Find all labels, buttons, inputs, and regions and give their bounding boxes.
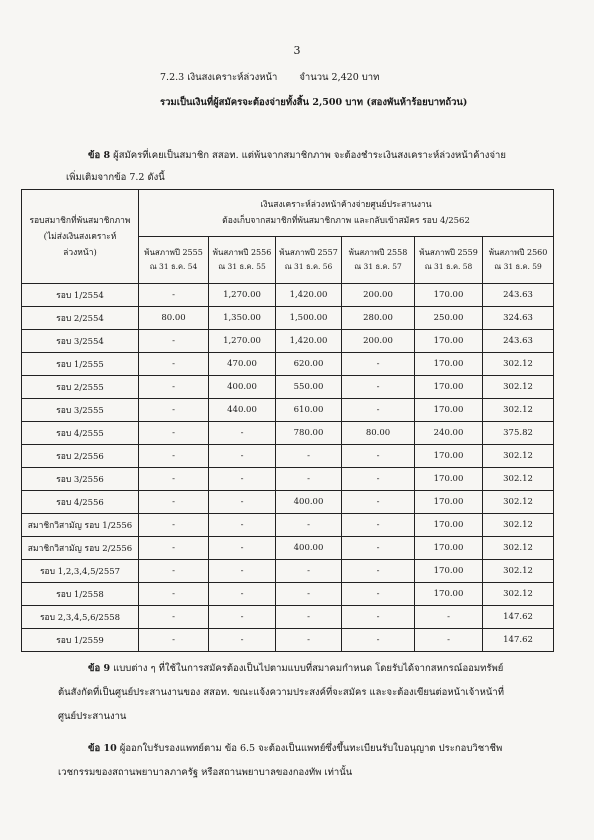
amount-cell: - [139, 629, 209, 652]
amount-cell: - [209, 491, 276, 514]
header-year-2557 [276, 237, 342, 284]
clause-9-line-2: ต้นสังกัดที่เป็นศูนย์ประสานงานของ สสอท. ขณะแจ้งความประสงค์ที่จะสมัคร และจะต้องเขียนต่อหน้าเจ้าหน้าที่ [58, 687, 504, 698]
amount-cell: 400.00 [276, 491, 342, 514]
amount-cell: 280.00 [342, 307, 415, 330]
round-cell: รอบ 3/2556 [22, 468, 139, 491]
table-row [22, 560, 554, 583]
amount-cell: - [276, 629, 342, 652]
amount-cell: - [276, 514, 342, 537]
amount-cell: 620.00 [276, 353, 342, 376]
clause-8-line-2: เพิ่มเติมจากข้อ 7.2 ดังนี้ [66, 172, 165, 183]
table-row [22, 468, 554, 491]
amount-cell: - [342, 399, 415, 422]
amount-cell: - [209, 629, 276, 652]
amount-cell: 302.12 [483, 399, 554, 422]
amount-cell: - [276, 606, 342, 629]
amount-cell: 302.12 [483, 583, 554, 606]
amount-cell: 243.63 [483, 284, 554, 307]
amount-cell: - [276, 560, 342, 583]
amount-cell: 550.00 [276, 376, 342, 399]
amount-cell: 302.12 [483, 353, 554, 376]
header-year-2558 [342, 237, 415, 284]
amount-cell: 302.12 [483, 514, 554, 537]
amount-cell: 302.12 [483, 376, 554, 399]
amount-cell: - [139, 491, 209, 514]
amount-cell: 170.00 [415, 468, 483, 491]
clause-9-text-1: แบบต่าง ๆ ที่ใช้ในการสมัครต้องเป็นไปตามแบบที่สมาคมกำหนด โดยรับได้จากสหกรณ์ออมทรัพย์ [113, 663, 504, 674]
round-cell: รอบ 2/2554 [22, 307, 139, 330]
item-7-2-3-label: 7.2.3 เงินสงเคราะห์ล่วงหน้า [160, 72, 278, 83]
amount-cell: - [139, 399, 209, 422]
amount-cell: 170.00 [415, 560, 483, 583]
amount-cell: 400.00 [209, 376, 276, 399]
round-cell: รอบ 3/2554 [22, 330, 139, 353]
table-row [22, 583, 554, 606]
header-year-title: พ้นสภาพปี 2557 [279, 248, 338, 257]
amount-cell: - [139, 376, 209, 399]
amount-cell: - [139, 560, 209, 583]
amount-cell: - [342, 583, 415, 606]
table-row [22, 514, 554, 537]
clause-10-line-1 [66, 737, 556, 761]
amount-cell: 1,500.00 [276, 307, 342, 330]
table-row [22, 629, 554, 652]
header-year-date: ณ 31 ธ.ค. 55 [218, 262, 266, 271]
amount-cell: 170.00 [415, 537, 483, 560]
amount-cell: 147.62 [483, 606, 554, 629]
clause-8 [66, 145, 551, 189]
table-row [22, 606, 554, 629]
round-cell: รอบ 3/2555 [22, 399, 139, 422]
amount-cell: 302.12 [483, 560, 554, 583]
amount-cell: - [139, 537, 209, 560]
amount-cell: 170.00 [415, 445, 483, 468]
header-year-date: ณ 31 ธ.ค. 57 [354, 262, 402, 271]
clause-9-number: ข้อ 9 [88, 663, 111, 674]
amount-cell: 170.00 [415, 583, 483, 606]
round-cell: รอบ 1/2554 [22, 284, 139, 307]
amount-cell: 1,420.00 [276, 284, 342, 307]
amount-cell: 302.12 [483, 445, 554, 468]
amount-cell: 780.00 [276, 422, 342, 445]
amount-cell: 170.00 [415, 330, 483, 353]
amount-cell: - [342, 353, 415, 376]
amount-cell: - [415, 606, 483, 629]
amount-cell: - [342, 606, 415, 629]
round-cell: สมาชิกวิสามัญ รอบ 2/2556 [22, 537, 139, 560]
amount-cell: - [139, 422, 209, 445]
outstanding-fee-table [21, 189, 554, 652]
table-row [22, 376, 554, 399]
clause-9-line-1 [66, 657, 556, 681]
amount-cell: 302.12 [483, 491, 554, 514]
header-group-line-1: เงินสงเคราะห์ล่วงหน้าค้างจ่ายศูนย์ประสานงาน [260, 200, 432, 210]
amount-cell: - [209, 468, 276, 491]
header-round-line-1: รอบสมาชิกที่พ้นสมาชิกภาพ [29, 215, 131, 226]
amount-cell: - [139, 468, 209, 491]
table-row [22, 537, 554, 560]
amount-cell: 440.00 [209, 399, 276, 422]
amount-cell: - [139, 514, 209, 537]
header-round-line-3: ล่วงหน้า) [63, 247, 97, 258]
amount-cell: 250.00 [415, 307, 483, 330]
amount-cell: - [342, 376, 415, 399]
table-row [22, 422, 554, 445]
table-row [22, 330, 554, 353]
header-year-title: พ้นสภาพปี 2560 [488, 248, 548, 257]
round-cell: รอบ 1/2555 [22, 353, 139, 376]
amount-cell: - [209, 445, 276, 468]
amount-cell: - [139, 583, 209, 606]
clause-10-number: ข้อ 10 [88, 743, 117, 754]
amount-cell: 470.00 [209, 353, 276, 376]
header-year-date: ณ 31 ธ.ค. 56 [284, 262, 333, 271]
clause-10-line-2: เวชกรรมของสถานพยาบาลภาครัฐ หรือสถานพยาบาลของกองทัพ เท่านั้น [58, 767, 353, 778]
header-year-title: พ้นสภาพปี 2556 [212, 248, 272, 257]
amount-cell: - [415, 629, 483, 652]
clause-8-text-1: ผู้สมัครที่เคยเป็นสมาชิก สสอท. แต่พ้นจากสมาชิกภาพ จะต้องชำระเงินสงเคราะห์ล่วงหน้าค้างจ่าย [113, 150, 506, 161]
header-year-date: ณ 31 ธ.ค. 54 [149, 262, 198, 271]
amount-cell: 240.00 [415, 422, 483, 445]
amount-cell: - [139, 353, 209, 376]
amount-cell: 1,270.00 [209, 330, 276, 353]
amount-cell: 170.00 [415, 514, 483, 537]
amount-cell: - [139, 606, 209, 629]
clause-8-line-1 [66, 145, 551, 167]
amount-cell: - [342, 537, 415, 560]
amount-cell: - [342, 468, 415, 491]
amount-cell: - [209, 583, 276, 606]
amount-cell: - [139, 445, 209, 468]
total-payment-line: รวมเป็นเงินที่ผู้สมัครจะต้องจ่ายทั้งสิ้น 2,500 บาท (สองพันห้าร้อยบาทถ้วน) [160, 97, 468, 108]
amount-cell: - [209, 560, 276, 583]
amount-cell: 80.00 [139, 307, 209, 330]
amount-cell: 610.00 [276, 399, 342, 422]
amount-cell: 170.00 [415, 491, 483, 514]
amount-cell: - [209, 606, 276, 629]
table-header-row-group [22, 190, 554, 237]
amount-cell: 302.12 [483, 468, 554, 491]
header-year-date: ณ 31 ธ.ค. 59 [494, 262, 542, 271]
amount-cell: - [342, 445, 415, 468]
amount-cell: - [139, 284, 209, 307]
item-7-2-3 [160, 70, 379, 85]
amount-cell: 243.63 [483, 330, 554, 353]
amount-cell: - [342, 514, 415, 537]
amount-cell: 170.00 [415, 399, 483, 422]
header-round-line-2: (ไม่ส่งเงินสงเคราะห์ [43, 231, 117, 242]
amount-cell: 375.82 [483, 422, 554, 445]
table-row [22, 353, 554, 376]
amount-cell: - [342, 560, 415, 583]
amount-cell: 1,270.00 [209, 284, 276, 307]
amount-cell: 200.00 [342, 284, 415, 307]
amount-cell: 1,350.00 [209, 307, 276, 330]
header-year-2560 [483, 237, 554, 284]
amount-cell: 400.00 [276, 537, 342, 560]
table-body [22, 284, 554, 652]
round-cell: รอบ 2,3,4,5,6/2558 [22, 606, 139, 629]
page-number: 3 [293, 44, 301, 57]
amount-cell: 324.63 [483, 307, 554, 330]
amount-cell: 170.00 [415, 376, 483, 399]
round-cell: รอบ 1,2,3,4,5/2557 [22, 560, 139, 583]
round-cell: รอบ 4/2556 [22, 491, 139, 514]
round-cell: รอบ 1/2559 [22, 629, 139, 652]
amount-cell: - [209, 514, 276, 537]
header-year-2556 [209, 237, 276, 284]
header-year-2555 [139, 237, 209, 284]
amount-cell: - [342, 629, 415, 652]
round-cell: สมาชิกวิสามัญ รอบ 1/2556 [22, 514, 139, 537]
table-row [22, 491, 554, 514]
table-row [22, 307, 554, 330]
amount-cell: - [209, 422, 276, 445]
amount-cell: 302.12 [483, 537, 554, 560]
amount-cell: 80.00 [342, 422, 415, 445]
amount-cell: 170.00 [415, 284, 483, 307]
clause-8-number: ข้อ 8 [88, 150, 111, 161]
table-row [22, 284, 554, 307]
round-cell: รอบ 2/2555 [22, 376, 139, 399]
amount-cell: - [342, 491, 415, 514]
amount-cell: 147.62 [483, 629, 554, 652]
table-row [22, 445, 554, 468]
clause-10-text-1: ผู้ออกใบรับรองแพทย์ตาม ข้อ 6.5 จะต้องเป็นแพทย์ซึ่งขึ้นทะเบียนรับใบอนุญาต ประกอบวิชาชีพ [119, 743, 503, 754]
clause-10 [58, 737, 556, 785]
amount-cell: 1,420.00 [276, 330, 342, 353]
header-year-title: พ้นสภาพปี 2555 [144, 248, 203, 257]
amount-cell: - [139, 330, 209, 353]
amount-cell: - [276, 445, 342, 468]
header-year-title: พ้นสภาพปี 2559 [419, 248, 478, 257]
header-year-2559 [415, 237, 483, 284]
amount-cell: - [276, 468, 342, 491]
header-group [139, 190, 554, 237]
round-cell: รอบ 4/2555 [22, 422, 139, 445]
amount-cell: 170.00 [415, 353, 483, 376]
header-year-title: พ้นสภาพปี 2558 [348, 248, 408, 257]
header-group-line-2: ต้องเก็บจากสมาชิกที่พ้นสมาชิกภาพ และกลับเข้าสมัคร รอบ 4/2562 [222, 216, 470, 226]
header-round [22, 190, 139, 284]
clause-9 [58, 657, 556, 729]
round-cell: รอบ 1/2558 [22, 583, 139, 606]
amount-cell: 200.00 [342, 330, 415, 353]
clause-9-line-3: ศูนย์ประสานงาน [58, 711, 127, 722]
table-row [22, 399, 554, 422]
item-7-2-3-amount: จำนวน 2,420 บาท [299, 72, 380, 83]
header-year-date: ณ 31 ธ.ค. 58 [424, 262, 473, 271]
round-cell: รอบ 2/2556 [22, 445, 139, 468]
amount-cell: - [209, 537, 276, 560]
amount-cell: - [276, 583, 342, 606]
